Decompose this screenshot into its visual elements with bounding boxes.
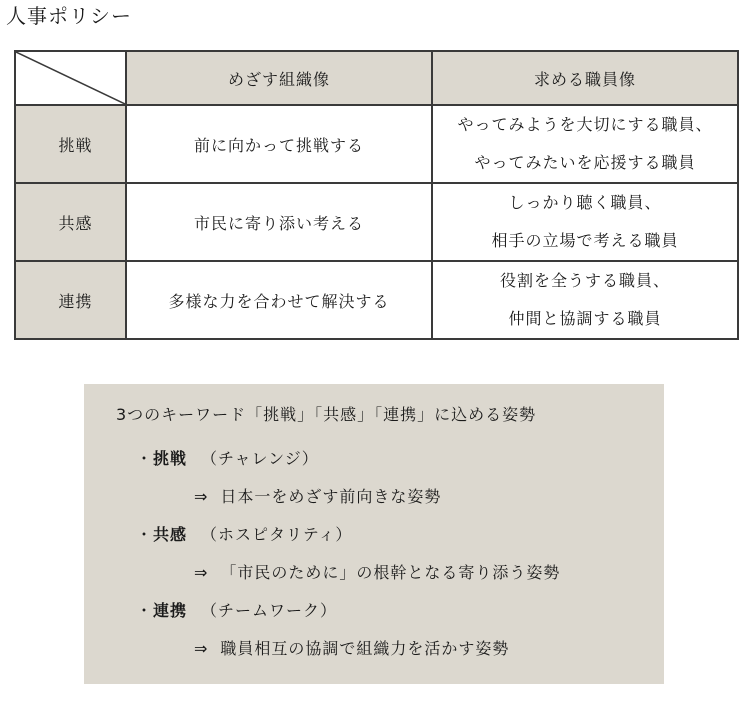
policy-table [14,50,739,340]
bullet: ・ [136,449,154,468]
diagonal-line [16,52,125,104]
row-header-empathy: 共感 [15,183,126,261]
staff-line: 相手の立場で考える職員 [491,231,679,250]
keyword-description-text: 日本一をめざす前向きな姿勢 [220,487,442,506]
arrow-icon: ⇒ [194,639,209,658]
staff-line: しっかり聴く職員、 [508,193,662,212]
keyword-reading: （チームワーク） [201,601,338,620]
staff-line: やってみようを大切にする職員、 [457,115,713,134]
keyword-reading: （チャレンジ） [201,449,319,468]
organization-cell: 前に向かって挑戦する [126,105,432,183]
column-header-staff: 求める職員像 [432,51,738,105]
table-corner-cell [15,51,126,105]
staff-line: やってみたいを応援する職員 [474,153,696,172]
staff-line: 仲間と協調する職員 [508,309,662,328]
row-header-cooperation: 連携 [15,261,126,339]
page-title: 人事ポリシー [6,4,132,28]
keyword-description [194,636,509,659]
arrow-icon: ⇒ [194,487,209,506]
keyword: 連携 [153,601,188,620]
staff-line: 役割を全うする職員、 [499,271,670,290]
bullet: ・ [136,525,154,544]
row-header-challenge: 挑戦 [15,105,126,183]
column-header-organization: めざす組織像 [126,51,432,105]
keyword-reading: （ホスピタリティ） [201,525,353,544]
keyword-description-text: 職員相互の協調で組織力を活かす姿勢 [220,639,510,658]
keyword-box [84,384,664,684]
keyword-item [136,522,352,545]
keyword: 挑戦 [153,449,188,468]
organization-cell: 多様な力を合わせて解決する [126,261,432,339]
keyword-item [136,598,337,621]
table-row [15,183,738,261]
staff-cell [432,183,738,261]
keyword-description [194,484,441,507]
table-row [15,105,738,183]
staff-cell [432,261,738,339]
keyword-description-text: 「市民のために」の根幹となる寄り添う姿勢 [220,563,561,582]
keyword: 共感 [153,525,188,544]
keyword-item [136,446,319,469]
table-row [15,261,738,339]
keyword-description [194,560,560,583]
arrow-icon: ⇒ [194,563,209,582]
bullet: ・ [136,601,154,620]
staff-cell [432,105,738,183]
keyword-box-heading: 3つのキーワード「挑戦」「共感」「連携」に込める姿勢 [116,405,537,424]
table-header-row [15,51,738,105]
organization-cell: 市民に寄り添い考える [126,183,432,261]
